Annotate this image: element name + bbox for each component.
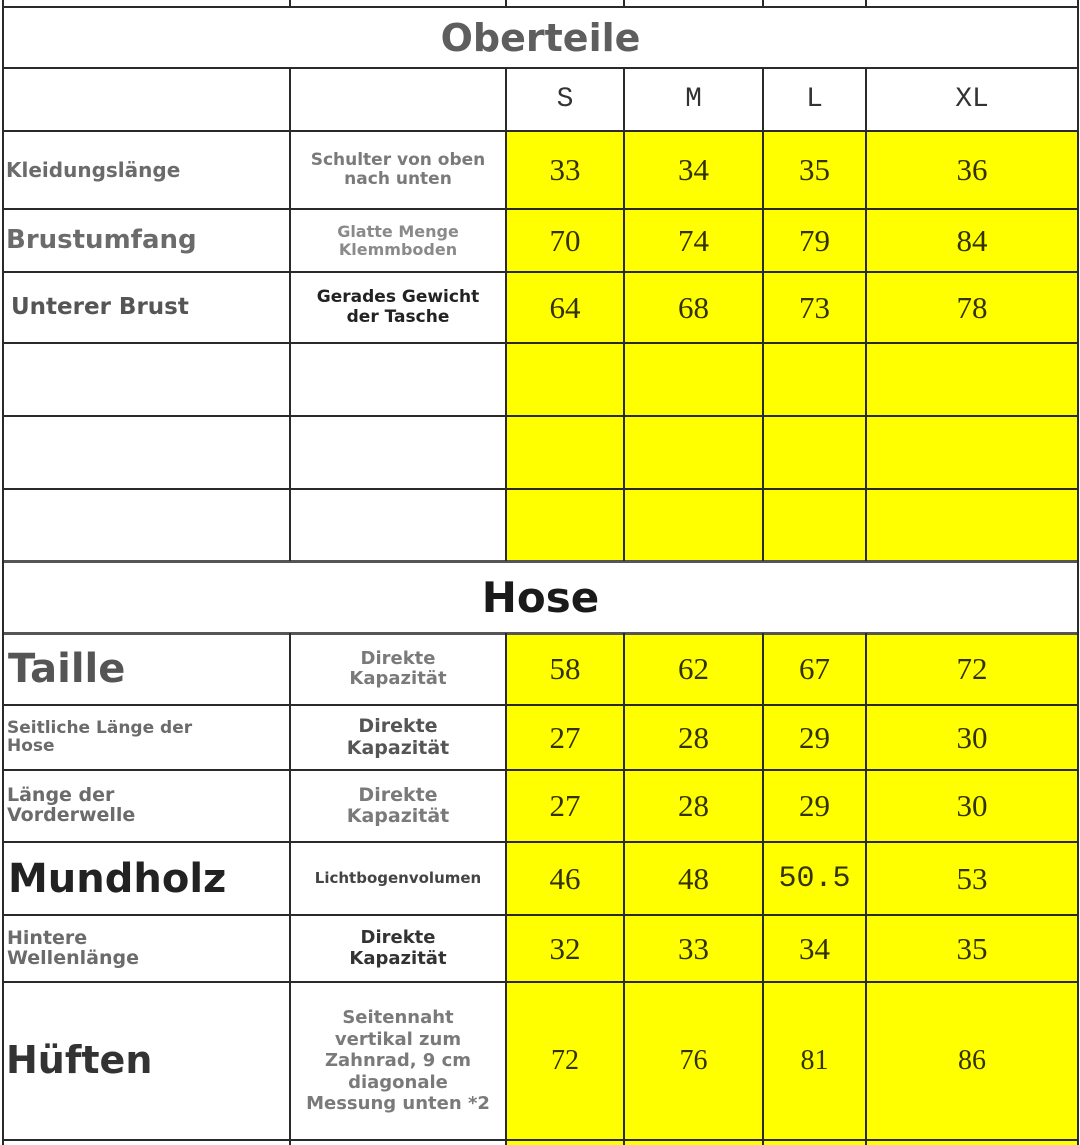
grid-line <box>3 632 1078 635</box>
grid-line <box>3 6 1078 8</box>
value-xl: 35 <box>956 930 988 966</box>
value-l: 73 <box>799 289 830 325</box>
value-xl: 30 <box>956 788 988 823</box>
grid-line <box>505 633 507 1145</box>
section-title-pants: Hose <box>481 572 600 622</box>
value-l: 35 <box>799 152 830 187</box>
row-description: Direkte Kapazität <box>346 783 450 827</box>
value-m: 68 <box>678 289 709 325</box>
grid-line <box>1077 0 1079 1145</box>
row-description: Direkte Kapazität <box>349 647 447 689</box>
value-m: 28 <box>678 719 709 755</box>
value-l: 50.5 <box>778 861 851 896</box>
grid-line <box>623 0 625 7</box>
row-label: Länge der Vorderwelle <box>7 784 136 826</box>
row-label: Hüften <box>6 1038 153 1083</box>
value-l: 79 <box>799 222 830 258</box>
section-title-tops: Oberteile <box>440 15 641 60</box>
value-xl: 53 <box>956 860 988 896</box>
grid-line <box>289 0 291 7</box>
grid-line <box>762 0 764 7</box>
row-label: Brustumfang <box>6 224 197 255</box>
grid-line <box>3 841 1078 843</box>
grid-line <box>3 560 1078 563</box>
value-m: 62 <box>678 651 709 686</box>
grid-line <box>3 208 1078 210</box>
row-description: Direkte Kapazität <box>346 715 450 759</box>
value-l: 29 <box>799 719 830 755</box>
row-description: Schulter von oben nach unten <box>310 149 486 189</box>
grid-line <box>865 633 867 1145</box>
grid-line <box>3 415 1078 417</box>
value-s: 27 <box>549 788 581 823</box>
grid-line <box>3 67 1078 69</box>
value-l: 81 <box>800 1045 829 1076</box>
grid-line <box>3 488 1078 490</box>
value-s: 58 <box>549 651 581 686</box>
value-s: 46 <box>549 860 581 896</box>
value-m: 48 <box>678 860 709 896</box>
row-description: Glatte Menge Klemmboden <box>337 221 459 259</box>
grid-line <box>289 68 291 561</box>
value-xl: 78 <box>956 289 988 325</box>
row-label: Hintere Wellenlänge <box>7 926 139 969</box>
grid-line <box>3 704 1078 706</box>
row-description: Lichtbogenvolumen <box>314 869 482 888</box>
size-header-m: M <box>685 84 702 115</box>
grid-line <box>762 68 764 561</box>
grid-line <box>3 981 1078 983</box>
grid-line <box>2 0 4 1145</box>
grid-line <box>3 769 1078 771</box>
value-l: 67 <box>799 651 830 686</box>
row-description: Seitennaht vertikal zum Zahnrad, 9 cm diagonale Messung unten *2 <box>306 1007 490 1115</box>
value-s: 64 <box>549 289 581 325</box>
value-xl: 30 <box>956 719 988 755</box>
grid-line <box>3 914 1078 916</box>
value-m: 34 <box>678 152 709 187</box>
grid-line <box>3 1139 1078 1141</box>
value-xl: 86 <box>958 1045 986 1076</box>
value-s: 32 <box>549 930 581 966</box>
row-label: Mundholz <box>8 855 227 902</box>
value-s: 72 <box>551 1045 579 1076</box>
value-m: 28 <box>678 788 709 823</box>
value-m: 76 <box>679 1045 708 1076</box>
size-header-l: L <box>806 84 823 115</box>
size-header-xl: XL <box>955 84 989 115</box>
value-s: 27 <box>549 719 581 755</box>
row-description: Direkte Kapazität <box>349 927 447 969</box>
value-xl: 84 <box>956 222 988 258</box>
value-l: 29 <box>799 788 830 823</box>
grid-line <box>3 130 1078 132</box>
grid-line <box>3 342 1078 344</box>
value-xl: 36 <box>956 152 988 187</box>
grid-line <box>623 68 625 561</box>
grid-line <box>865 0 867 7</box>
value-s: 70 <box>549 222 581 258</box>
grid-line <box>289 633 291 1145</box>
grid-line <box>865 68 867 561</box>
row-label: Unterer Brust <box>11 294 189 321</box>
grid-line <box>505 0 507 7</box>
size-header-s: S <box>556 84 574 115</box>
grid-line <box>623 633 625 1145</box>
grid-line <box>505 68 507 561</box>
grid-line <box>762 633 764 1145</box>
value-m: 33 <box>678 930 709 966</box>
row-label: Seitliche Länge der Hose <box>7 717 193 756</box>
value-l: 34 <box>799 930 830 966</box>
value-xl: 72 <box>956 651 988 686</box>
value-m: 74 <box>678 222 709 258</box>
row-description: Gerades Gewicht der Tasche <box>316 287 480 327</box>
row-label: Taille <box>8 646 126 692</box>
row-label: Kleidungslänge <box>6 157 181 182</box>
value-s: 33 <box>549 152 581 187</box>
grid-line <box>3 271 1078 273</box>
